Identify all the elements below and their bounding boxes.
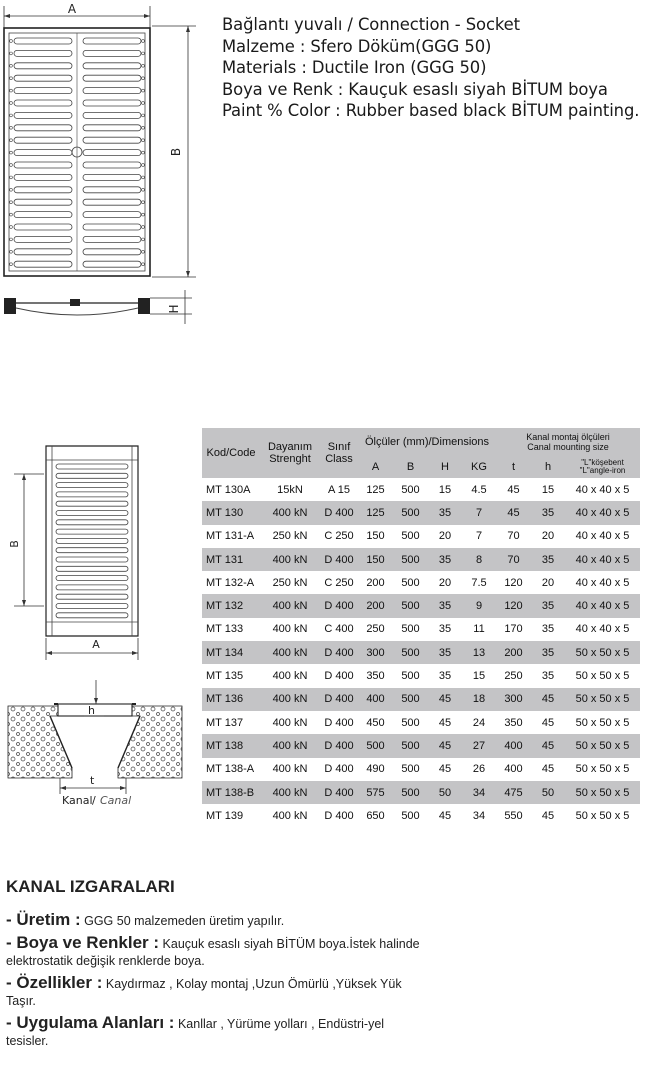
cell-kg: 7 xyxy=(462,501,496,524)
cell-h: 45 xyxy=(438,716,452,729)
cell-kg: 7.5 xyxy=(471,576,487,589)
cell-class: D 400 xyxy=(320,594,358,617)
th-h: H xyxy=(428,455,462,478)
cell-code: MT 132-A xyxy=(206,576,255,589)
cell-b: 500 xyxy=(393,594,428,617)
cell-b: 500 xyxy=(393,501,428,524)
cell-class: D 400 xyxy=(320,734,358,757)
cell-mount-h: 20 xyxy=(541,530,555,543)
cell-strength: 400 kN xyxy=(260,501,320,524)
cell-kg: 4.5 xyxy=(471,483,487,496)
dim-b-label: B xyxy=(169,147,183,157)
cell-t: 120 xyxy=(496,594,531,617)
cell-b: 500 xyxy=(401,809,420,822)
cell-t: 250 xyxy=(504,670,523,683)
table-row xyxy=(202,548,640,571)
cell-code: MT 138 xyxy=(202,734,260,757)
table-row xyxy=(202,618,640,641)
table-row xyxy=(202,501,640,524)
table-row xyxy=(202,594,640,617)
cell-kg: 8 xyxy=(462,548,496,571)
th-t: t xyxy=(496,455,531,478)
cell-b: 500 xyxy=(401,576,420,589)
cell-t: 170 xyxy=(504,623,523,636)
spec-paint-tr: Boya ve Renk : Kauçuk esaslı siyah BİTUM boya xyxy=(222,79,608,99)
cell-strength: 400 kN xyxy=(272,763,308,776)
cell-strength: 400 kN xyxy=(260,641,320,664)
cell-a: 200 xyxy=(366,576,385,589)
canal-dim-t-label: t xyxy=(90,774,95,787)
spec-table xyxy=(202,428,640,827)
cell-a: 125 xyxy=(358,501,393,524)
cell-code: MT 138-B xyxy=(202,781,260,804)
th-mounting: Kanal montaj ölçüleri Canal mounting size xyxy=(496,428,640,455)
th-class: Sınıf Class xyxy=(320,428,358,478)
cell-mount-h: 35 xyxy=(531,594,565,617)
cell-kg: 9 xyxy=(462,594,496,617)
cell-kg: 7 xyxy=(475,530,483,543)
cell-class: C 250 xyxy=(324,530,354,543)
grating-top-drawing xyxy=(0,0,215,340)
spec-connection: Bağlantı yuvalı / Connection - Socket xyxy=(222,15,520,34)
cell-b: 500 xyxy=(393,734,428,757)
cell-a: 490 xyxy=(366,763,385,776)
cell-t: 350 xyxy=(504,716,523,729)
cell-a: 650 xyxy=(366,809,385,822)
cell-mount-h: 45 xyxy=(531,688,565,711)
cell-angle: 40 x 40 x 5 xyxy=(565,594,640,617)
cell-strength: 250 kN xyxy=(272,530,308,543)
cell-mount-h: 45 xyxy=(541,763,555,776)
cell-b: 500 xyxy=(401,763,420,776)
cell-b: 500 xyxy=(401,483,420,496)
cell-kg: 27 xyxy=(462,734,496,757)
table-row xyxy=(202,641,640,664)
th-strength: Dayanım Strenght xyxy=(260,428,320,478)
cell-class: D 400 xyxy=(320,501,358,524)
cell-strength: 400 kN xyxy=(272,809,308,822)
cell-mount-h: 20 xyxy=(541,576,555,589)
th-angle: "L"köşebent "L"angle-iron xyxy=(565,455,640,478)
cell-h: 15 xyxy=(438,483,452,496)
cell-t: 120 xyxy=(504,576,523,589)
table-row xyxy=(202,804,640,827)
cell-kg: 15 xyxy=(472,670,486,683)
cell-angle: 50 x 50 x 5 xyxy=(565,734,640,757)
cell-code: MT 131-A xyxy=(206,530,255,543)
cell-h: 35 xyxy=(428,594,462,617)
cell-strength: 400 kN xyxy=(260,734,320,757)
spec-material-tr: Malzeme : Sfero Döküm(GGG 50) xyxy=(222,36,492,56)
cell-angle: 50 x 50 x 5 xyxy=(575,670,630,683)
cell-b: 500 xyxy=(393,688,428,711)
cell-angle: 40 x 40 x 5 xyxy=(575,576,630,589)
cell-h: 45 xyxy=(438,763,452,776)
cell-h: 35 xyxy=(428,548,462,571)
cell-mount-h: 35 xyxy=(531,641,565,664)
canal-label-en: Canal xyxy=(100,794,132,807)
cell-strength: 400 kN xyxy=(260,688,320,711)
spec-material-en: Materials : Ductile Iron (GGG 50) xyxy=(222,58,487,78)
cell-a: 150 xyxy=(366,530,385,543)
cell-class: D 400 xyxy=(320,781,358,804)
cell-h: 45 xyxy=(438,809,452,822)
th-dimensions: Ölçüler (mm)/Dimensions xyxy=(358,428,496,455)
table-row xyxy=(202,734,640,757)
table-row xyxy=(202,478,640,501)
cell-angle: 50 x 50 x 5 xyxy=(565,781,640,804)
cell-strength: 15kN xyxy=(277,483,303,496)
cell-code: MT 132 xyxy=(202,594,260,617)
cell-h: 45 xyxy=(428,688,462,711)
cell-class: D 400 xyxy=(324,716,354,729)
cell-mount-h: 35 xyxy=(531,548,565,571)
cell-class: D 400 xyxy=(324,809,354,822)
cell-a: 450 xyxy=(366,716,385,729)
cell-t: 200 xyxy=(496,641,531,664)
cell-code: MT 130A xyxy=(206,483,251,496)
cell-t: 45 xyxy=(496,501,531,524)
cell-b: 500 xyxy=(393,641,428,664)
cell-h: 35 xyxy=(428,501,462,524)
cell-strength: 400 kN xyxy=(260,781,320,804)
cell-class: C 250 xyxy=(324,576,354,589)
cell-angle: 50 x 50 x 5 xyxy=(575,716,630,729)
cell-h: 50 xyxy=(428,781,462,804)
table-row xyxy=(202,571,640,594)
cell-kg: 26 xyxy=(472,763,486,776)
item-features: - Özellikler : Kaydırmaz , Kolay montaj ,Uzun Ömürlü ,Yüksek Yük Taşır. xyxy=(6,973,402,1008)
cell-t: 400 xyxy=(504,763,523,776)
cell-b: 500 xyxy=(393,548,428,571)
cell-a: 250 xyxy=(366,623,385,636)
cell-angle: 40 x 40 x 5 xyxy=(565,501,640,524)
th-mount-h: h xyxy=(531,455,565,478)
cell-angle: 40 x 40 x 5 xyxy=(575,483,630,496)
item-application: - Uygulama Alanları : Kanllar , Yürüme yolları , Endüstri-yel tesisler. xyxy=(6,1013,385,1048)
table-row xyxy=(202,525,640,548)
cell-angle: 50 x 50 x 5 xyxy=(565,688,640,711)
cell-strength: 400 kN xyxy=(272,623,308,636)
cell-code: MT 130 xyxy=(202,501,260,524)
canal-section-drawing xyxy=(0,676,200,811)
cell-a: 575 xyxy=(358,781,393,804)
cell-b: 500 xyxy=(393,781,428,804)
th-b: B xyxy=(393,455,428,478)
cell-code: MT 135 xyxy=(206,670,244,683)
cell-b: 500 xyxy=(401,670,420,683)
cell-class: D 400 xyxy=(324,670,354,683)
product-description xyxy=(6,877,426,1054)
cell-kg: 13 xyxy=(462,641,496,664)
cell-code: MT 137 xyxy=(206,716,244,729)
cell-angle: 50 x 50 x 5 xyxy=(575,809,630,822)
canal-dim-h-label: h xyxy=(88,704,95,717)
cell-h: 35 xyxy=(438,670,452,683)
cell-a: 150 xyxy=(358,548,393,571)
cell-code: MT 134 xyxy=(202,641,260,664)
table-row xyxy=(202,758,640,781)
cell-code: MT 131 xyxy=(202,548,260,571)
cell-t: 45 xyxy=(507,483,520,496)
dim-a-label: A xyxy=(67,2,77,16)
cell-b: 500 xyxy=(401,716,420,729)
cell-mount-h: 45 xyxy=(531,734,565,757)
cell-class: A 15 xyxy=(327,483,351,496)
cell-strength: 400 kN xyxy=(272,670,308,683)
cell-kg: 34 xyxy=(462,781,496,804)
cell-strength: 400 kN xyxy=(260,594,320,617)
cell-mount-h: 35 xyxy=(531,501,565,524)
item-production: - Üretim : GGG 50 malzemeden üretim yapılır. xyxy=(6,910,285,929)
cell-h: 20 xyxy=(438,530,452,543)
spec-block xyxy=(222,14,639,122)
cell-a: 350 xyxy=(366,670,385,683)
cell-kg: 18 xyxy=(462,688,496,711)
svg-text:/: / xyxy=(92,794,96,807)
cell-a: 200 xyxy=(358,594,393,617)
cell-mount-h: 50 xyxy=(531,781,565,804)
canal-label: Kanal xyxy=(62,794,93,807)
spec-paint-en: Paint % Color : Rubber based black BİTUM painting. xyxy=(222,101,640,121)
cell-code: MT 139 xyxy=(206,809,244,822)
cell-a: 500 xyxy=(358,734,393,757)
cell-angle: 40 x 40 x 5 xyxy=(575,530,630,543)
cell-kg: 34 xyxy=(472,809,486,822)
cell-mount-h: 15 xyxy=(541,483,555,496)
cell-mount-h: 45 xyxy=(541,809,555,822)
item-paint: - Boya ve Renkler : Kauçuk esaslı siyah BİTÜM boya.İstek halinde elektrostatik değişik renklerde boya. xyxy=(6,933,420,968)
cell-h: 35 xyxy=(438,623,452,636)
cell-h: 20 xyxy=(438,576,452,589)
cell-strength: 400 kN xyxy=(272,716,308,729)
cell-h: 45 xyxy=(428,734,462,757)
cell-strength: 400 kN xyxy=(260,548,320,571)
cell-h: 35 xyxy=(428,641,462,664)
cell-code: MT 138-A xyxy=(206,763,255,776)
table-row xyxy=(202,664,640,687)
section-title: KANAL IZGARALARI xyxy=(6,877,175,896)
table-row xyxy=(202,688,640,711)
mid-dim-b-label: B xyxy=(8,540,21,548)
cell-kg: 11 xyxy=(473,623,485,636)
cell-mount-h: 45 xyxy=(541,716,555,729)
table-row xyxy=(202,781,640,804)
cell-mount-h: 35 xyxy=(541,623,555,636)
cell-t: 300 xyxy=(496,688,531,711)
cell-strength: 250 kN xyxy=(272,576,308,589)
cell-angle: 40 x 40 x 5 xyxy=(575,623,630,636)
grating-plan-drawing xyxy=(0,436,200,666)
table-row xyxy=(202,711,640,734)
cell-class: D 400 xyxy=(324,763,354,776)
cell-class: D 400 xyxy=(320,641,358,664)
cell-angle: 50 x 50 x 5 xyxy=(575,763,630,776)
th-kg: KG xyxy=(462,455,496,478)
cell-t: 70 xyxy=(507,530,520,543)
cell-a: 300 xyxy=(358,641,393,664)
dim-h-label: H xyxy=(167,304,181,314)
cell-code: MT 136 xyxy=(202,688,260,711)
cell-angle: 40 x 40 x 5 xyxy=(565,548,640,571)
cell-mount-h: 35 xyxy=(541,670,555,683)
cell-a: 125 xyxy=(366,483,385,496)
cell-kg: 24 xyxy=(472,716,486,729)
th-a: A xyxy=(358,455,393,478)
mid-dim-a-label: A xyxy=(92,638,100,651)
cell-t: 550 xyxy=(504,809,523,822)
cell-b: 500 xyxy=(401,623,420,636)
cell-class: D 400 xyxy=(320,688,358,711)
cell-t: 70 xyxy=(496,548,531,571)
grating-plan-slots xyxy=(56,464,128,618)
cell-class: D 400 xyxy=(320,548,358,571)
cell-class: C 400 xyxy=(324,623,354,636)
cell-a: 400 xyxy=(358,688,393,711)
cell-b: 500 xyxy=(401,530,420,543)
th-code: Kod/Code xyxy=(202,428,260,478)
cell-t: 475 xyxy=(496,781,531,804)
cell-t: 400 xyxy=(496,734,531,757)
cell-code: MT 133 xyxy=(206,623,244,636)
cell-angle: 50 x 50 x 5 xyxy=(565,641,640,664)
